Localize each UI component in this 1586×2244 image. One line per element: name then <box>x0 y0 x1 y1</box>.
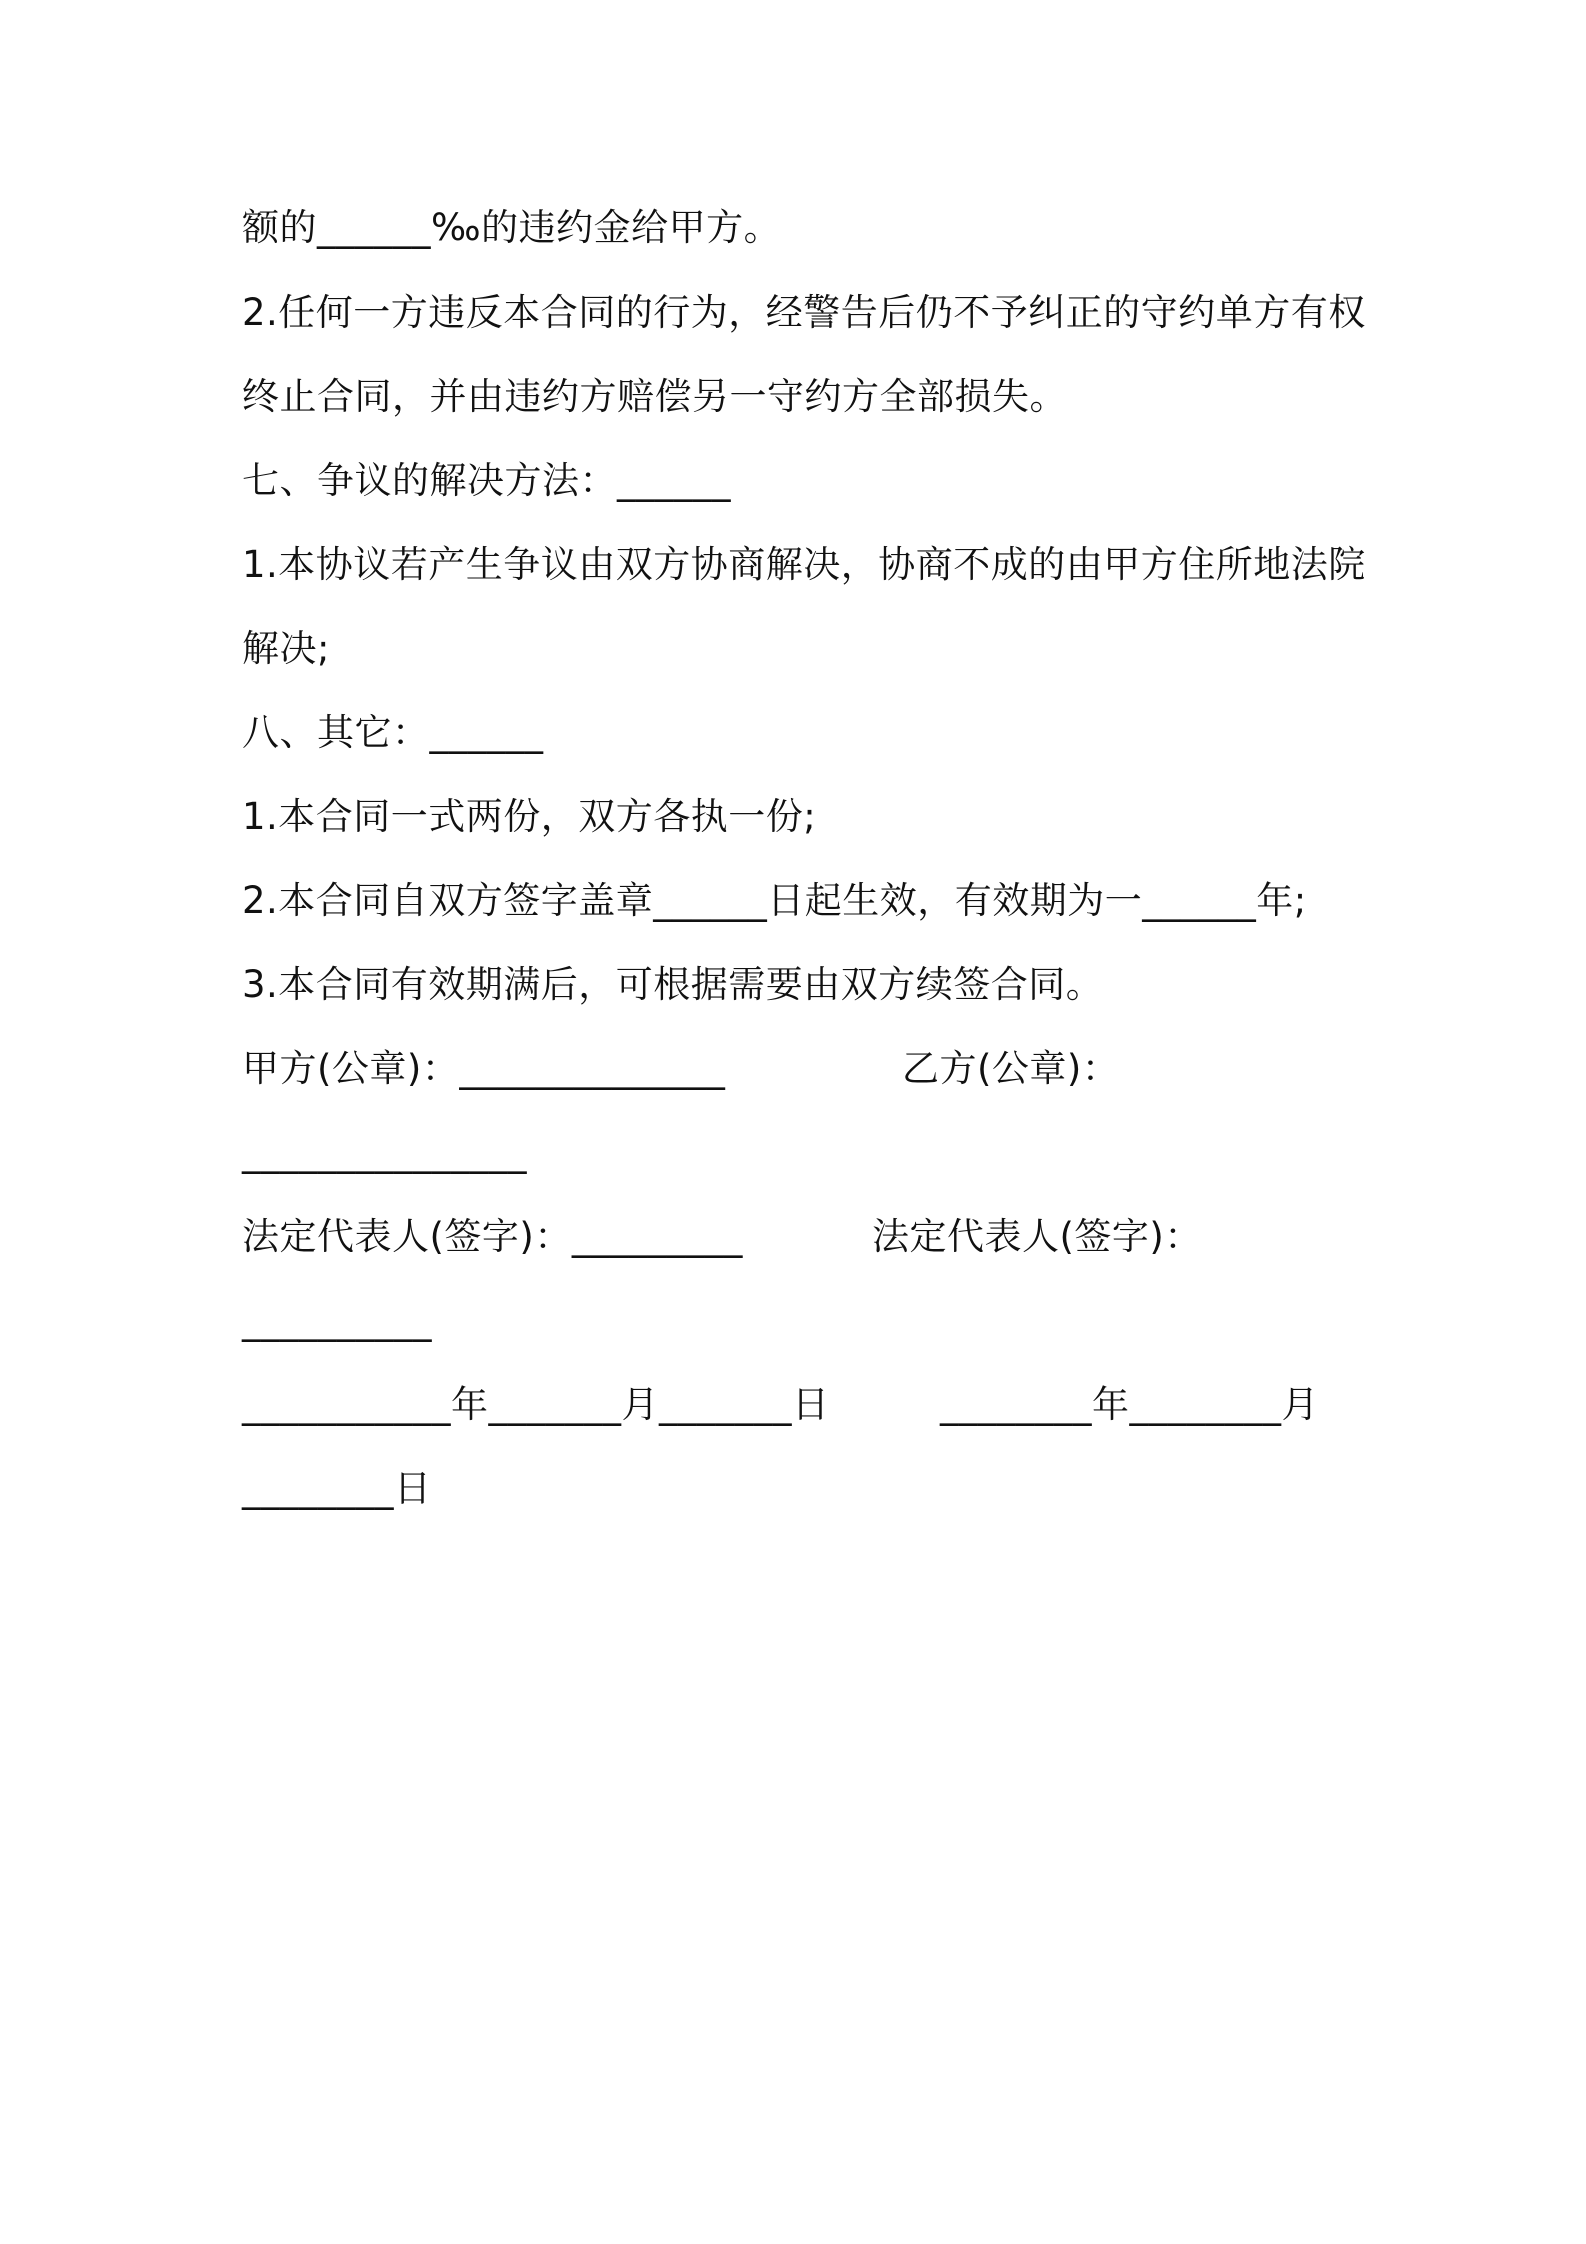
party-b-representative-blank: __________ <box>242 1299 432 1342</box>
clause-dispute-line2: 解决; <box>242 627 330 670</box>
party-b-seal: 乙方(公章)： <box>902 1047 1120 1090</box>
party-a-seal: 甲方(公章)：______________ <box>242 1047 726 1090</box>
party-b-date-day: ________日 <box>242 1467 432 1510</box>
party-b-seal-blank: _______________ <box>242 1131 527 1174</box>
clause-effective-date: 2.本合同自双方签字盖章______日起生效，有效期为一______年; <box>242 879 1307 922</box>
clause-renewal: 3.本合同有效期满后，可根据需要由双方续签合同。 <box>242 963 1104 1006</box>
party-a-date: ___________年_______月_______日 <box>242 1383 830 1426</box>
clause-penalty-rate: 额的______‰的违约金给甲方。 <box>242 206 782 249</box>
section-heading-other: 八、其它：______ <box>242 711 544 754</box>
clause-termination-line1: 2.任何一方违反本合同的行为，经警告后仍不予纠正的守约单方有权 <box>242 291 1366 334</box>
party-b-date: ________年________月 <box>940 1383 1319 1426</box>
party-b-representative: 法定代表人(签字)： <box>872 1215 1202 1258</box>
party-a-representative: 法定代表人(签字)：_________ <box>242 1215 743 1258</box>
section-heading-dispute: 七、争议的解决方法：______ <box>242 459 731 502</box>
clause-copies: 1.本合同一式两份，双方各执一份; <box>242 795 817 838</box>
clause-dispute-line1: 1.本协议若产生争议由双方协商解决，协商不成的由甲方住所地法院 <box>242 543 1366 586</box>
clause-termination-line2: 终止合同，并由违约方赔偿另一守约方全部损失。 <box>242 375 1067 418</box>
